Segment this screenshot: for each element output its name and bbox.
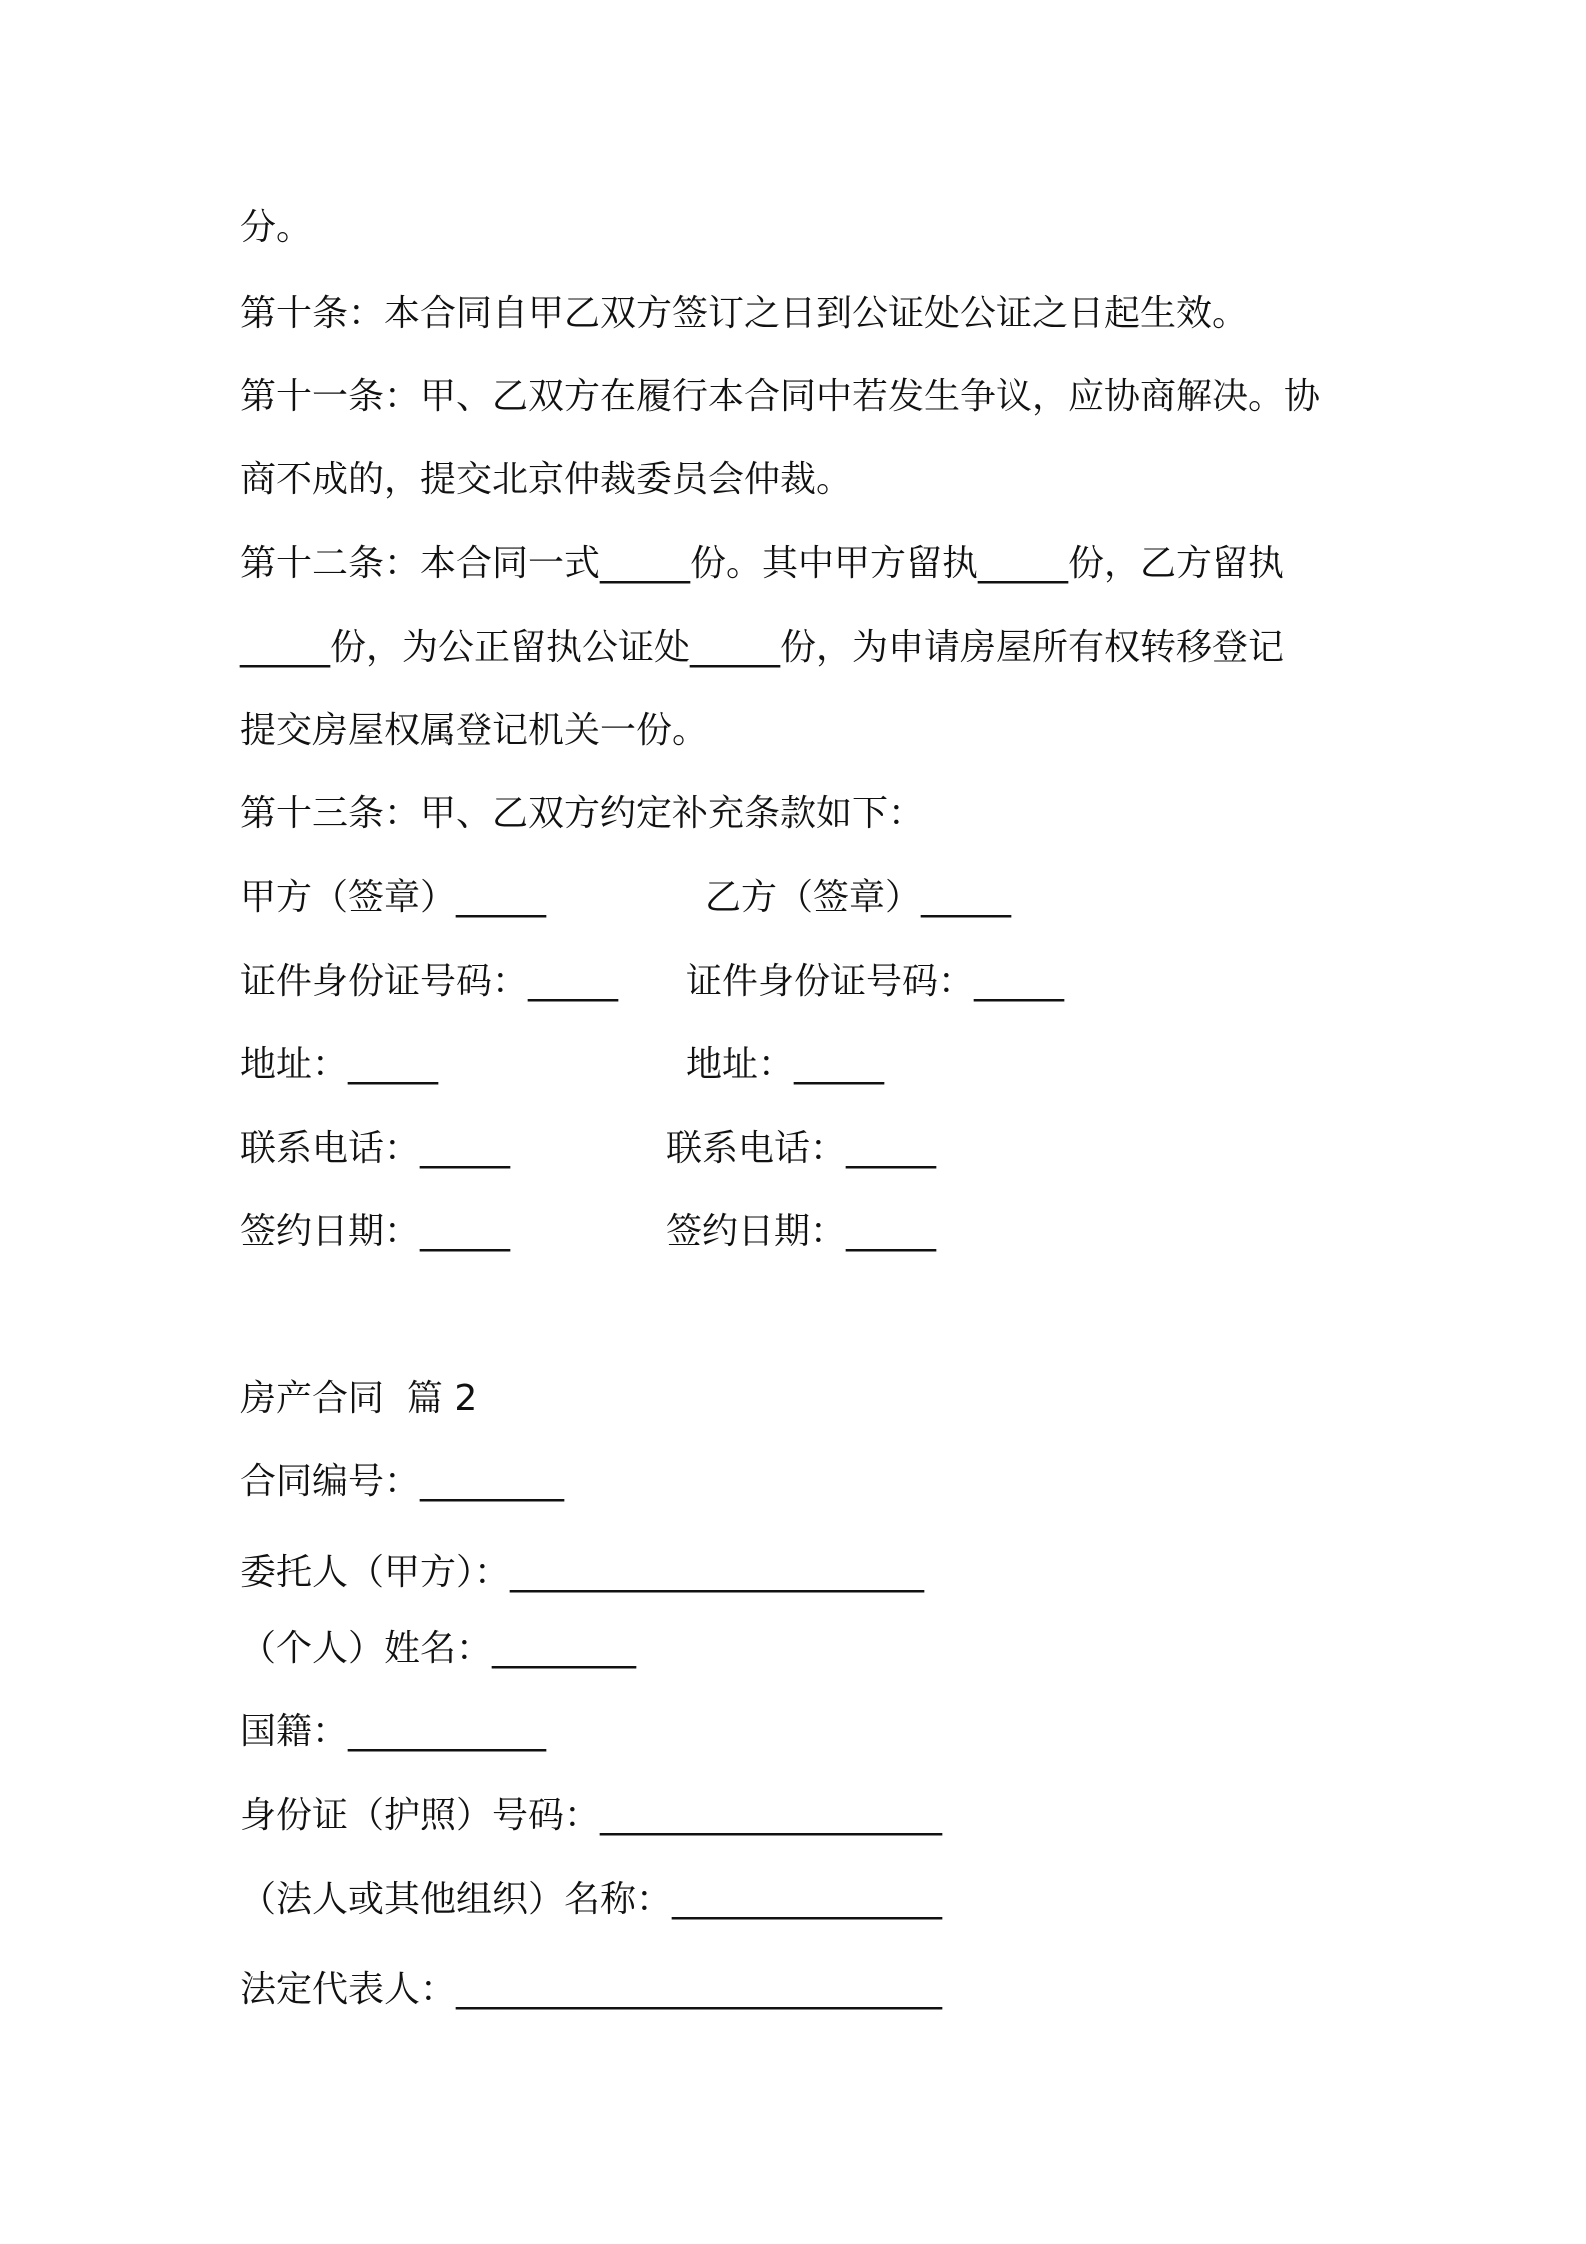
party-a-sign: 甲方（签章）_____ bbox=[240, 877, 547, 918]
party-a-address: 地址：_____ bbox=[240, 1044, 439, 1085]
contract-number-field: 合同编号：________ bbox=[240, 1461, 565, 1502]
section-title-contract-2: 房产合同 篇 2 bbox=[240, 1378, 478, 1419]
party-b-address: 地址：_____ bbox=[686, 1044, 885, 1085]
org-name-field: （法人或其他组织）名称：_______________ bbox=[240, 1879, 943, 1920]
party-b-date: 签约日期：_____ bbox=[666, 1211, 937, 1252]
principal-field: 委托人（甲方）：_______________________ bbox=[240, 1552, 925, 1593]
party-a-id: 证件身份证号码：_____ bbox=[240, 961, 619, 1002]
id-passport-field: 身份证（护照）号码：___________________ bbox=[240, 1795, 943, 1836]
article-12-line-1: 第十二条：本合同一式_____份。其中甲方留执_____份，乙方留执 bbox=[240, 543, 1285, 584]
article-10: 第十条：本合同自甲乙双方签订之日到公证处公证之日起生效。 bbox=[240, 293, 1249, 334]
individual-name-field: （个人）姓名：________ bbox=[240, 1628, 637, 1669]
nationality-field: 国籍：___________ bbox=[240, 1711, 547, 1752]
legal-representative-field: 法定代表人：___________________________ bbox=[240, 1969, 943, 2010]
article-11-line-2: 商不成的，提交北京仲裁委员会仲裁。 bbox=[240, 459, 853, 500]
article-12-line-2: _____份，为公正留执公证处_____份，为申请房屋所有权转移登记 bbox=[240, 627, 1285, 668]
party-b-sign: 乙方（签章）_____ bbox=[705, 877, 1012, 918]
party-a-date: 签约日期：_____ bbox=[240, 1211, 511, 1252]
article-13: 第十三条：甲、乙双方约定补充条款如下： bbox=[240, 793, 925, 834]
article-11-line-1: 第十一条：甲、乙双方在履行本合同中若发生争议，应协商解决。协 bbox=[240, 376, 1321, 417]
party-a-phone: 联系电话：_____ bbox=[240, 1128, 511, 1169]
party-b-phone: 联系电话：_____ bbox=[666, 1128, 937, 1169]
party-b-id: 证件身份证号码：_____ bbox=[686, 961, 1065, 1002]
article-12-line-3: 提交房屋权属登记机关一份。 bbox=[240, 710, 709, 751]
text-line-fen: 分。 bbox=[240, 207, 313, 248]
